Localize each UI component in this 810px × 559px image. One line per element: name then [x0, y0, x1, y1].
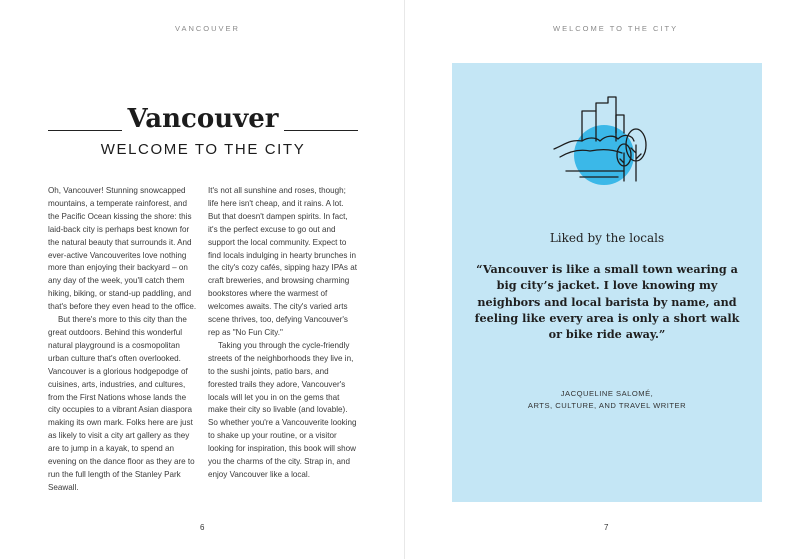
sun-circle	[574, 125, 634, 185]
paragraph: Taking you through the cycle-friendly streets of the neighborhoods they live in, to the sushi joints, patio bars, and forested trails they adore, Vancouver's locals will let you in on the gems that make their city so livable (and lovable). So whether you're a Vancouverite looking to shake up your routine, or a visitor looking for inspiration, this book will show you the charms of the city. Strap in, and enjoy Vancouver like a local.	[208, 340, 357, 479]
page-number-right: 7	[604, 523, 609, 532]
quote-attribution	[452, 388, 762, 412]
paragraph: But there's more to this city than the great outdoors. Behind this wonderful natural playground is a cosmopolitan urban culture that's often overlooked. Vancouver is a glorious hodgepodge of cuisines, arts, industries, and cultures, from the First Nations whose lands the city occupies to a vibrant Asian diaspora making its own mark. Folks here are just as likely to visit a city art gallery as they are to jump in a kayak, to spend an evening on the dance floor as they are to run the full length of the Stanley Park Seawall.	[48, 315, 195, 492]
pull-quote: “Vancouver is like a small town wearing a big city’s jacket. I love knowing my neighbors and local barista by name, and feeling like every area is only a short walk or bike ride away.”	[474, 262, 740, 342]
attribution-name: JACQUELINE SALOMÉ,	[560, 389, 654, 398]
page-subtitle: WELCOME TO THE CITY	[100, 141, 306, 158]
page-number-left: 6	[200, 523, 205, 532]
quote-heading: Liked by the locals	[549, 231, 665, 245]
right-page	[405, 0, 810, 559]
paragraph: It's not all sunshine and roses, though; life here isn't cheap, and it rains. A lot. But that doesn't dampen spirits. In fact, it's the perfect excuse to go out and support the local community. Expect to find locals indulging in hearty brunches in the city's cozy cafés, sipping hazy IPAs at craft breweries, and browsing charming bookstores where the warmest of welcomes awaits. The city's varied arts scene thrives, too, defying Vancouver's rep as "No Fun City."	[208, 186, 357, 337]
paragraph: Oh, Vancouver! Stunning snowcapped mountains, a temperate rainforest, and the Pacific Ocean kissing the shore: this laid-back city is perhaps best known for the natural beauty that surrounds it. And ever-active Vancouverites love nothing more than enjoying their backyard – on any day of the week, you'll catch them hiking, biking, or stand-up paddling, and that's before they even head to the office.	[48, 186, 197, 312]
running-head-right: WELCOME TO THE CITY	[553, 24, 679, 33]
city-skyline-illustration-icon	[552, 93, 662, 193]
quote-panel	[452, 63, 762, 502]
page-title	[48, 104, 358, 134]
running-head-left: VANCOUVER	[175, 24, 240, 33]
page-title-text: Vancouver	[122, 104, 285, 134]
attribution-role: ARTS, CULTURE, AND TRAVEL WRITER	[527, 401, 687, 410]
body-column-1	[48, 185, 198, 495]
body-column-2	[208, 185, 358, 482]
